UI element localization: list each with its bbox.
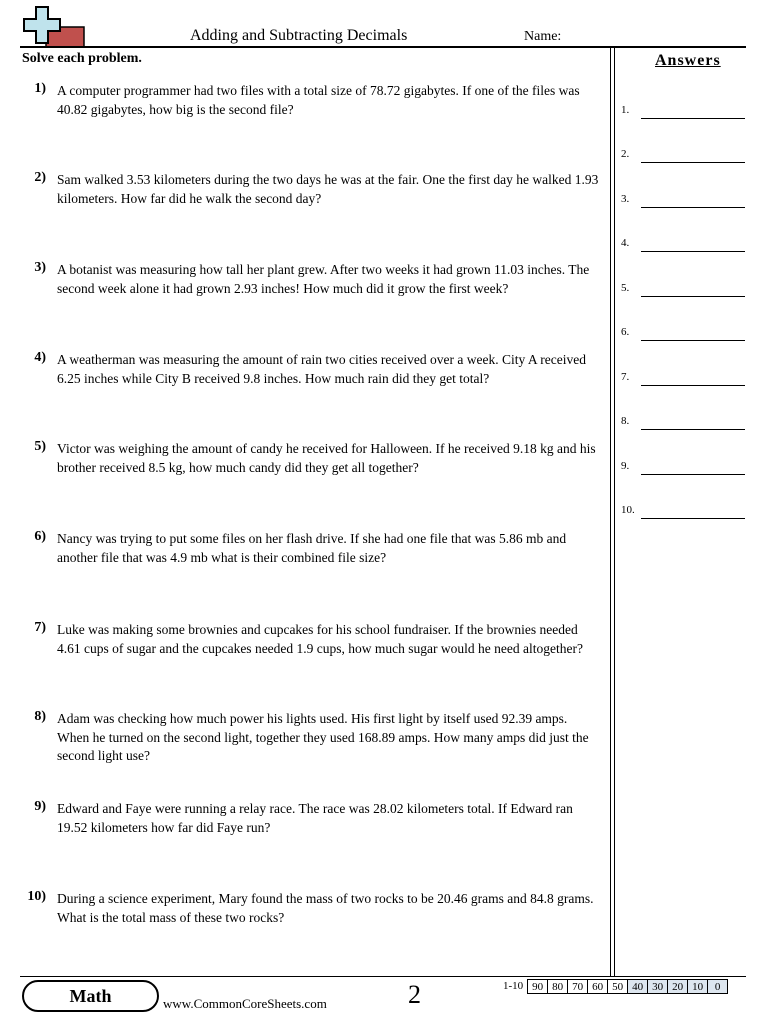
problem-number: 9) [34, 799, 46, 814]
problem-number: 2) [34, 170, 46, 185]
score-cell: 30 [647, 979, 668, 994]
answer-label: 9. [621, 460, 630, 472]
answer-label: 3. [621, 193, 630, 205]
instructions: Solve each problem. [22, 51, 142, 66]
problem-text: Nancy was trying to put some files on her flash drive. If she had one file that was 5.86 mb and another file that was 4.9 mb what is their combined file size? [57, 531, 567, 565]
problem-text: A computer programmer had two files with a total size of 78.72 gigabytes. If one of the files was 40.82 gigabytes, how big is the second file? [57, 83, 580, 117]
score-cell: 90 [527, 979, 548, 994]
problem-number: 6) [34, 529, 46, 544]
problem-number: 5) [34, 439, 46, 454]
problem-text: Victor was weighing the amount of candy he received for Halloween. If he received 9.18 kg and his brother received 8.5 kg, how much candy did they get all together? [57, 441, 596, 475]
problem-number: 3) [34, 260, 46, 275]
score-table [500, 979, 728, 994]
column-divider [610, 47, 615, 977]
plus-minus-icon [20, 5, 86, 49]
problem-10 [22, 890, 602, 927]
answer-label: 2. [621, 148, 630, 160]
answer-label: 8. [621, 415, 630, 427]
name-label: Name: [524, 29, 562, 44]
problem-7 [22, 621, 602, 658]
answer-label: 10. [621, 504, 635, 516]
problem-text: A weatherman was measuring the amount of rain two cities received over a week. City A received 6.25 inches while City B received 9.8 inches. How much rain did they get total? [57, 352, 586, 386]
problem-1 [22, 82, 602, 119]
answer-label: 7. [621, 371, 630, 383]
answer-line-9[interactable] [621, 455, 747, 475]
answer-line-1[interactable] [621, 99, 747, 119]
score-cell: 70 [567, 979, 588, 994]
answer-label: 4. [621, 237, 630, 249]
problem-text: Edward and Faye were running a relay race. The race was 28.02 kilometers total. If Edward ran 19.52 kilometers how far did Faye run? [57, 801, 573, 835]
subject-badge: Math [22, 980, 159, 1012]
score-cell: 80 [547, 979, 568, 994]
problem-6 [22, 530, 602, 567]
answers-heading: Answers [655, 52, 721, 69]
answer-line-3[interactable] [621, 188, 747, 208]
answer-label: 6. [621, 326, 630, 338]
problem-number: 1) [34, 81, 46, 96]
score-cell: 50 [607, 979, 628, 994]
answer-label: 1. [621, 104, 630, 116]
answer-line-7[interactable] [621, 366, 747, 386]
score-cell: 20 [667, 979, 688, 994]
score-range: 1-10 [503, 980, 524, 992]
answer-label: 5. [621, 282, 630, 294]
website-link[interactable]: www.CommonCoreSheets.com [163, 996, 327, 1011]
problem-8 [22, 710, 602, 766]
problem-2 [22, 171, 602, 208]
answer-line-6[interactable] [621, 321, 747, 341]
answer-line-5[interactable] [621, 277, 747, 297]
problem-4 [22, 351, 602, 388]
answer-line-4[interactable] [621, 232, 747, 252]
problem-number: 4) [34, 350, 46, 365]
problem-number: 7) [34, 620, 46, 635]
problem-text: A botanist was measuring how tall her plant grew. After two weeks it had grown 11.03 inches. The second week alone it had grown 2.93 inches! How much did it grow the first week? [57, 262, 590, 296]
page-number: 2 [408, 980, 421, 1009]
problem-text: Adam was checking how much power his lights used. His first light by itself used 92.39 amps. When he turned on the second light, together they used 168.89 amps. How many amps did just the second light use? [57, 711, 589, 763]
answer-line-8[interactable] [621, 410, 747, 430]
footer-divider [20, 976, 746, 977]
score-cell: 10 [687, 979, 708, 994]
problem-9 [22, 800, 602, 837]
problem-text: Sam walked 3.53 kilometers during the two days he was at the fair. One the first day he walked 1.93 kilometers. How far did he walk the second day? [57, 172, 599, 206]
problem-number: 10) [27, 889, 46, 904]
problem-text: During a science experiment, Mary found the mass of two rocks to be 20.46 grams and 84.8 grams. What is the total mass of these two rocks? [57, 891, 594, 925]
score-cell: 40 [627, 979, 648, 994]
problem-3 [22, 261, 602, 298]
worksheet-title: Adding and Subtracting Decimals [190, 27, 408, 44]
score-cell: 60 [587, 979, 608, 994]
score-cell: 0 [707, 979, 728, 994]
problem-text: Luke was making some brownies and cupcakes for his school fundraiser. If the brownies needed 4.61 cups of sugar and the cupcakes needed 1.9 cups, how much sugar would he need altogether? [57, 622, 583, 656]
answer-line-10[interactable] [621, 499, 747, 519]
header-divider [20, 46, 746, 48]
answer-line-2[interactable] [621, 143, 747, 163]
problem-5 [22, 440, 602, 477]
problem-number: 8) [34, 709, 46, 724]
